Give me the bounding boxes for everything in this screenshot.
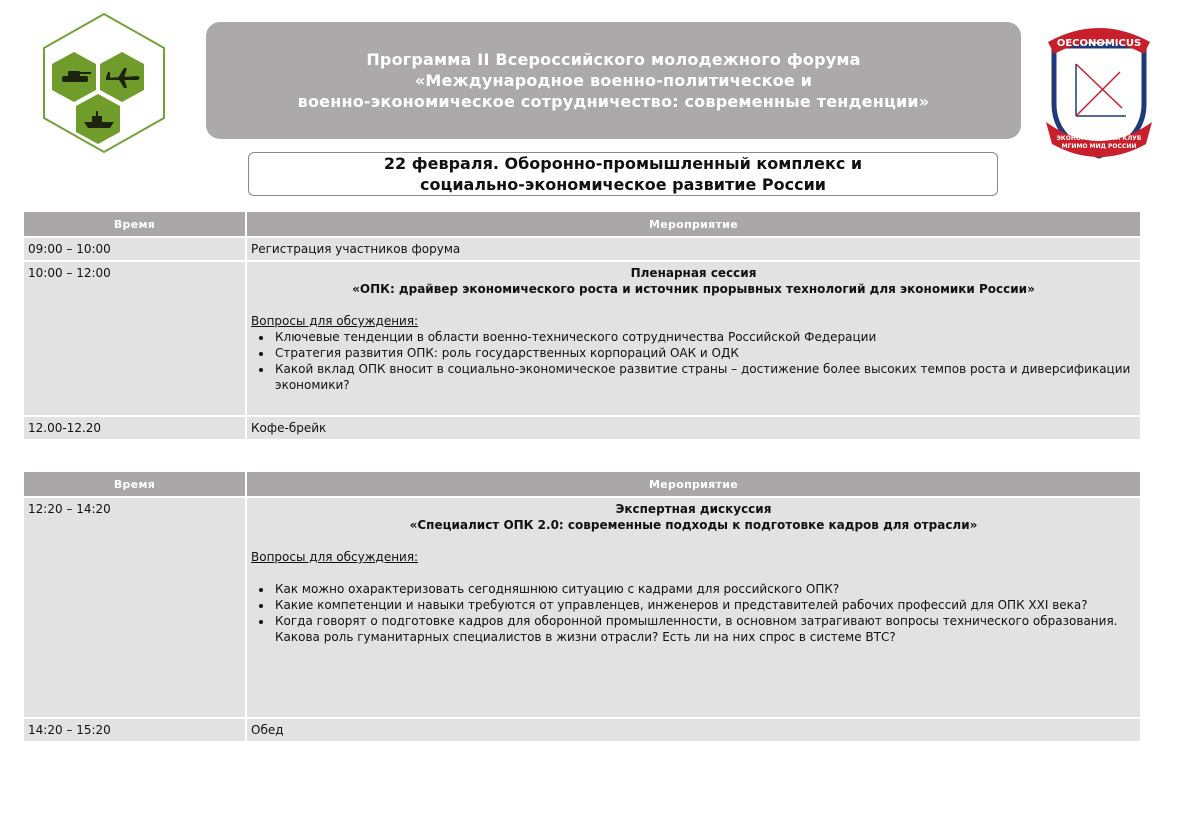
list-item: • Как можно охарактеризовать сегодняшнюю ситуацию с кадрами для российского ОПК? xyxy=(273,581,1136,597)
questions-label: Вопросы для обсуждения: xyxy=(251,314,419,328)
table-header-row xyxy=(24,212,1142,238)
title-line-3: военно-экономическое сотрудничество: современные тенденции» xyxy=(297,92,930,111)
row-time: 09:00 – 10:00 xyxy=(24,238,247,262)
header-time: Время xyxy=(24,472,247,498)
row-time: 12.00-12.20 xyxy=(24,417,247,441)
logo-bottom-text-2: МГИМО МИД РОССИИ xyxy=(1061,143,1137,150)
questions-list xyxy=(251,329,1136,393)
table-row xyxy=(24,262,1142,417)
forum-hexagon-logo xyxy=(40,12,168,154)
logo-bottom-text-1: ЭКОНОМИЧЕСКИЙ КЛУБ xyxy=(1056,135,1142,142)
day-theme-line-2: социально-экономическое развитие России xyxy=(419,175,827,194)
oeconomicus-club-logo xyxy=(1038,20,1160,160)
day-theme-box xyxy=(248,152,998,196)
session-title: Пленарная сессия xyxy=(630,266,757,280)
list-item: • Ключевые тенденции в области военно-технического сотрудничества Российской Федерации xyxy=(273,329,1136,345)
header-time: Время xyxy=(24,212,247,238)
row-time: 10:00 – 12:00 xyxy=(24,262,247,417)
questions-list xyxy=(251,581,1136,645)
title-line-1: Программа II Всероссийского молодежного форума xyxy=(366,50,861,69)
table-row xyxy=(24,498,1142,719)
forum-program-title-banner xyxy=(206,22,1021,139)
row-event: Обед xyxy=(247,719,1142,743)
list-item: • Стратегия развития ОПК: роль государственных корпораций ОАК и ОДК xyxy=(273,345,1136,361)
table-row xyxy=(24,719,1142,743)
header-event: Мероприятие xyxy=(247,212,1142,238)
row-event: Регистрация участников форума xyxy=(247,238,1142,262)
title-line-2: «Международное военно-политическое и xyxy=(414,71,813,90)
list-item: • Когда говорят о подготовке кадров для оборонной промышленности, в основном затрагивают вопросы технического образования. Какова роль гуманитарных специалистов в жизни отрасли? Есть ли на них спрос в системе ВТС? xyxy=(273,613,1136,645)
row-event xyxy=(247,498,1142,719)
schedule-table-1 xyxy=(24,212,1142,441)
schedule-table-2 xyxy=(24,472,1142,743)
list-item: • Какой вклад ОПК вносит в социально-экономическое развитие страны – достижение более высоких темпов роста и диверсификации экономики? xyxy=(273,361,1136,393)
table-header-row xyxy=(24,472,1142,498)
header-event: Мероприятие xyxy=(247,472,1142,498)
row-time: 14:20 – 15:20 xyxy=(24,719,247,743)
day-theme-line-1: 22 февраля. Оборонно-промышленный комплекс и xyxy=(383,154,863,173)
table-row xyxy=(24,238,1142,262)
table-row xyxy=(24,417,1142,441)
row-event: Кофе-брейк xyxy=(247,417,1142,441)
session-subtitle: «Специалист ОПК 2.0: современные подходы к подготовке кадров для отрасли» xyxy=(409,518,978,532)
row-time: 12:20 – 14:20 xyxy=(24,498,247,719)
session-subtitle: «ОПК: драйвер экономического роста и источник прорывных технологий для экономики России» xyxy=(352,282,1035,296)
row-event xyxy=(247,262,1142,417)
questions-label: Вопросы для обсуждения: xyxy=(251,550,419,564)
session-title: Экспертная дискуссия xyxy=(615,502,772,516)
logo-top-text: OECONOMICUS xyxy=(1056,38,1142,49)
list-item: • Какие компетенции и навыки требуются от управленцев, инженеров и представителей рабочих профессий для ОПК XXI века? xyxy=(273,597,1136,613)
